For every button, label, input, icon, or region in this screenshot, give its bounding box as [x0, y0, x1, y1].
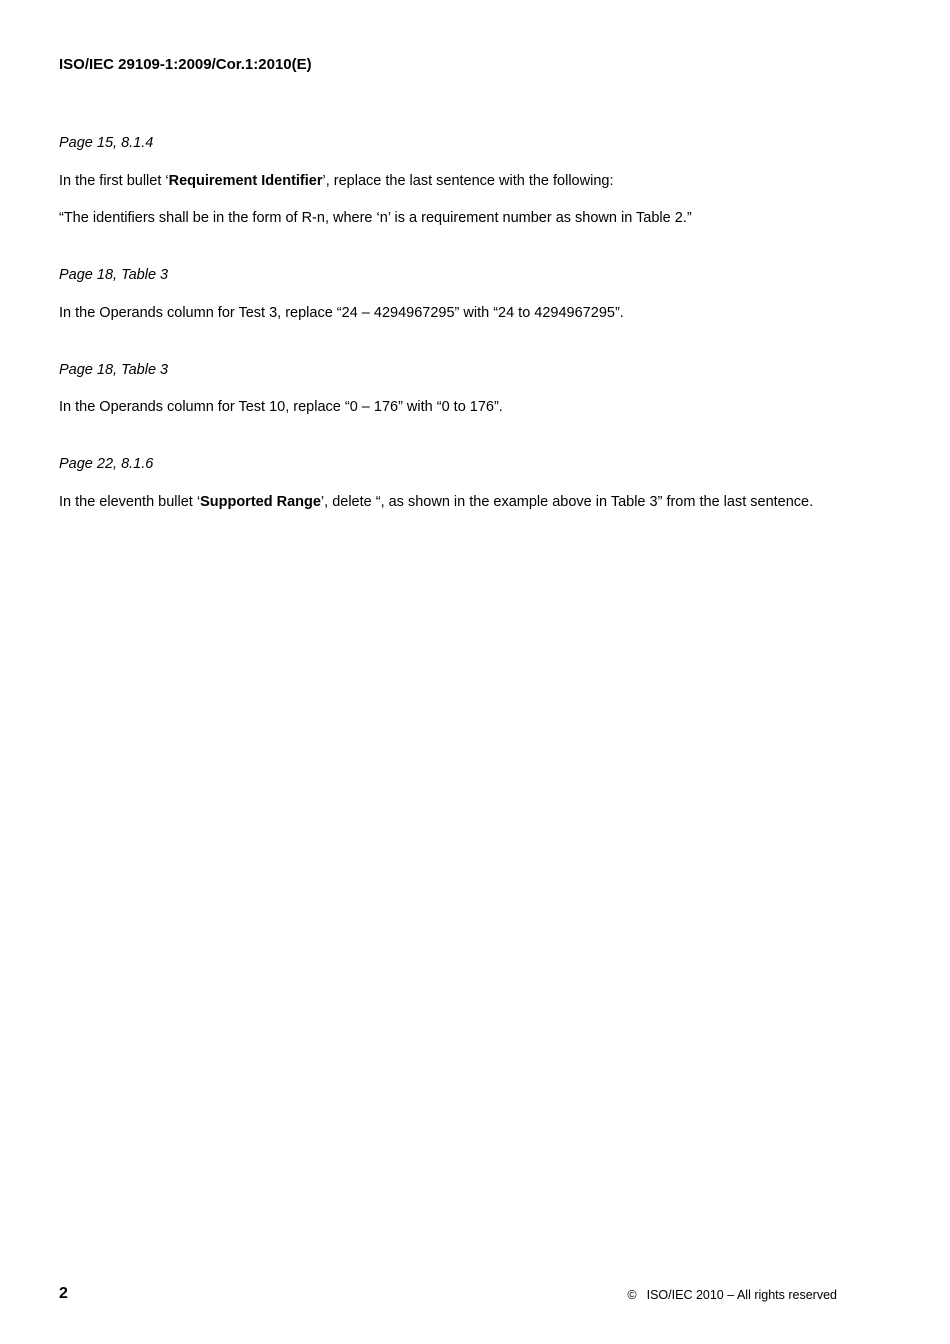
page-number: 2 [59, 1285, 68, 1302]
copyright-icon: © [627, 1288, 637, 1302]
correction-3 [59, 361, 837, 416]
copyright-notice [627, 1288, 837, 1302]
instruction-bold-term: Supported Range [200, 494, 321, 510]
copyright-text: ISO/IEC 2010 – All rights reserved [646, 1288, 837, 1302]
instruction-text: ’, replace the last sentence with the following: [322, 173, 614, 189]
correction-2 [59, 266, 837, 322]
instruction-text: In the first bullet ‘ [59, 173, 169, 189]
document-header: ISO/IEC 29109-1:2009/Cor.1:2010(E) [59, 56, 312, 73]
instruction-text: ’, delete “, as shown in the example above in Table 3” from the last sentence. [320, 494, 814, 510]
instruction-text: In the eleventh bullet ‘ [59, 494, 201, 510]
correction-location: Page 15, 8.1.4 [59, 135, 154, 151]
correction-location: Page 18, Table 3 [59, 267, 169, 283]
correction-4 [59, 455, 837, 511]
instruction-bold-term: Requirement Identifier [168, 173, 323, 189]
correction-instruction [59, 493, 837, 511]
correction-location: Page 22, 8.1.6 [59, 456, 154, 472]
correction-1 [59, 134, 837, 227]
correction-replacement-text: “The identifiers shall be in the form of R-n, where ‘n’ is a requirement number as shown in Table 2.” [59, 210, 692, 226]
correction-location: Page 18, Table 3 [59, 362, 169, 378]
correction-instruction: In the Operands column for Test 3, replace “24 – 4294967295” with “24 to 4294967295”. [59, 305, 624, 321]
correction-instruction: In the Operands column for Test 10, replace “0 – 176” with “0 to 176”. [59, 399, 503, 415]
correction-instruction [59, 172, 837, 190]
